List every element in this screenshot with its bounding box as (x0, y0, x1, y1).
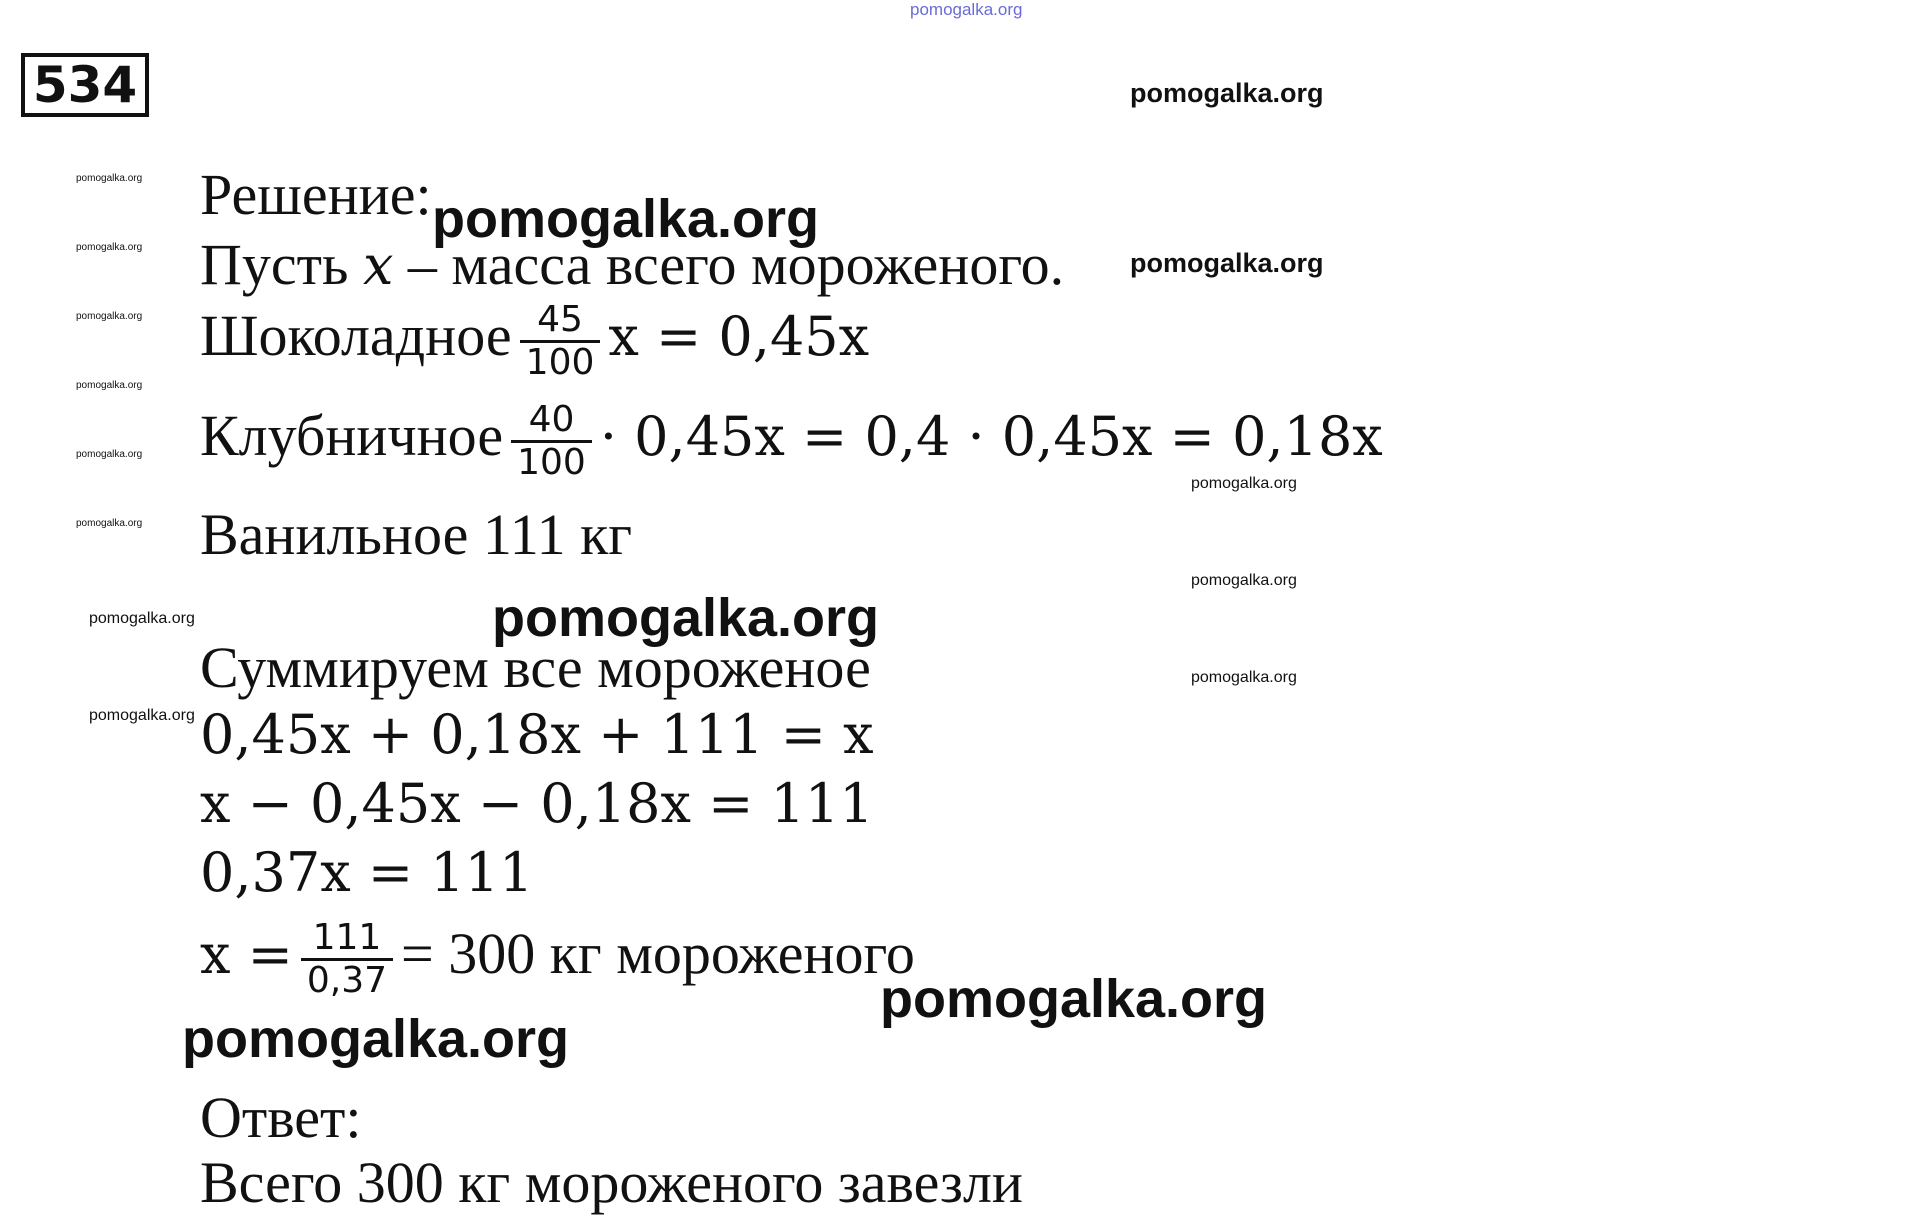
watermark-margin: pomogalka.org (76, 518, 143, 529)
vanilla-line: Ванильное 111 кг (200, 502, 633, 567)
watermark-small: pomogalka.org (1191, 669, 1297, 686)
chocolate-fraction (520, 300, 601, 383)
equation-1: 0,45x + 0,18x + 111 = x (200, 703, 874, 766)
strawberry-expression: · 0,45x = 0,4 · 0,45x = 0,18x (599, 404, 1383, 468)
watermark-margin: pomogalka.org (76, 380, 143, 391)
fraction-numerator: 40 (511, 400, 592, 443)
watermark-small: pomogalka.org (1191, 572, 1297, 589)
sum-label: Суммируем все мороженое (200, 635, 871, 700)
strawberry-fraction (511, 400, 592, 483)
let-prefix: Пусть (200, 232, 363, 297)
chocolate-expression: x = 0,45x (608, 304, 870, 368)
watermark-small: pomogalka.org (89, 707, 195, 724)
watermark-large: pomogalka.org (492, 588, 880, 648)
chocolate-label: Шоколадное (200, 302, 512, 368)
let-suffix: – масса всего мороженого. (393, 232, 1065, 297)
chocolate-line (200, 300, 869, 383)
equation-4 (200, 918, 915, 1001)
watermark-small: pomogalka.org (89, 610, 195, 627)
fraction-numerator: 111 (301, 918, 393, 961)
watermark-medium: pomogalka.org (1130, 248, 1324, 278)
answer-label: Ответ: (200, 1085, 362, 1150)
fraction-denominator: 100 (517, 442, 586, 483)
watermark-large: pomogalka.org (880, 969, 1268, 1029)
watermark-margin: pomogalka.org (76, 311, 143, 322)
watermark-medium: pomogalka.org (1130, 78, 1324, 108)
solution-label: Решение: (200, 162, 432, 227)
strawberry-label: Клубничное (200, 402, 504, 468)
watermark-small: pomogalka.org (1191, 475, 1297, 492)
strawberry-line (200, 400, 1383, 483)
watermark-margin: pomogalka.org (76, 242, 143, 253)
eq4-lhs: x = (200, 922, 293, 986)
fraction-denominator: 0,37 (306, 960, 388, 1001)
watermark-large: pomogalka.org (432, 189, 820, 249)
fraction-denominator: 100 (525, 342, 595, 383)
watermark-margin: pomogalka.org (76, 173, 143, 184)
watermark-large: pomogalka.org (182, 1009, 570, 1069)
fraction-numerator: 45 (520, 300, 601, 343)
watermark-top: pomogalka.org (910, 0, 1023, 19)
equation-2: x − 0,45x − 0,18x = 111 (200, 772, 874, 835)
answer-text: Всего 300 кг мороженого завезли (200, 1150, 1023, 1215)
eq4-rhs: = 300 кг мороженого (401, 920, 915, 986)
eq4-fraction (301, 918, 393, 1001)
let-variable: x (362, 234, 394, 297)
equation-3: 0,37x = 111 (200, 841, 534, 904)
problem-number: 534 (21, 53, 149, 117)
watermark-margin: pomogalka.org (76, 449, 143, 460)
